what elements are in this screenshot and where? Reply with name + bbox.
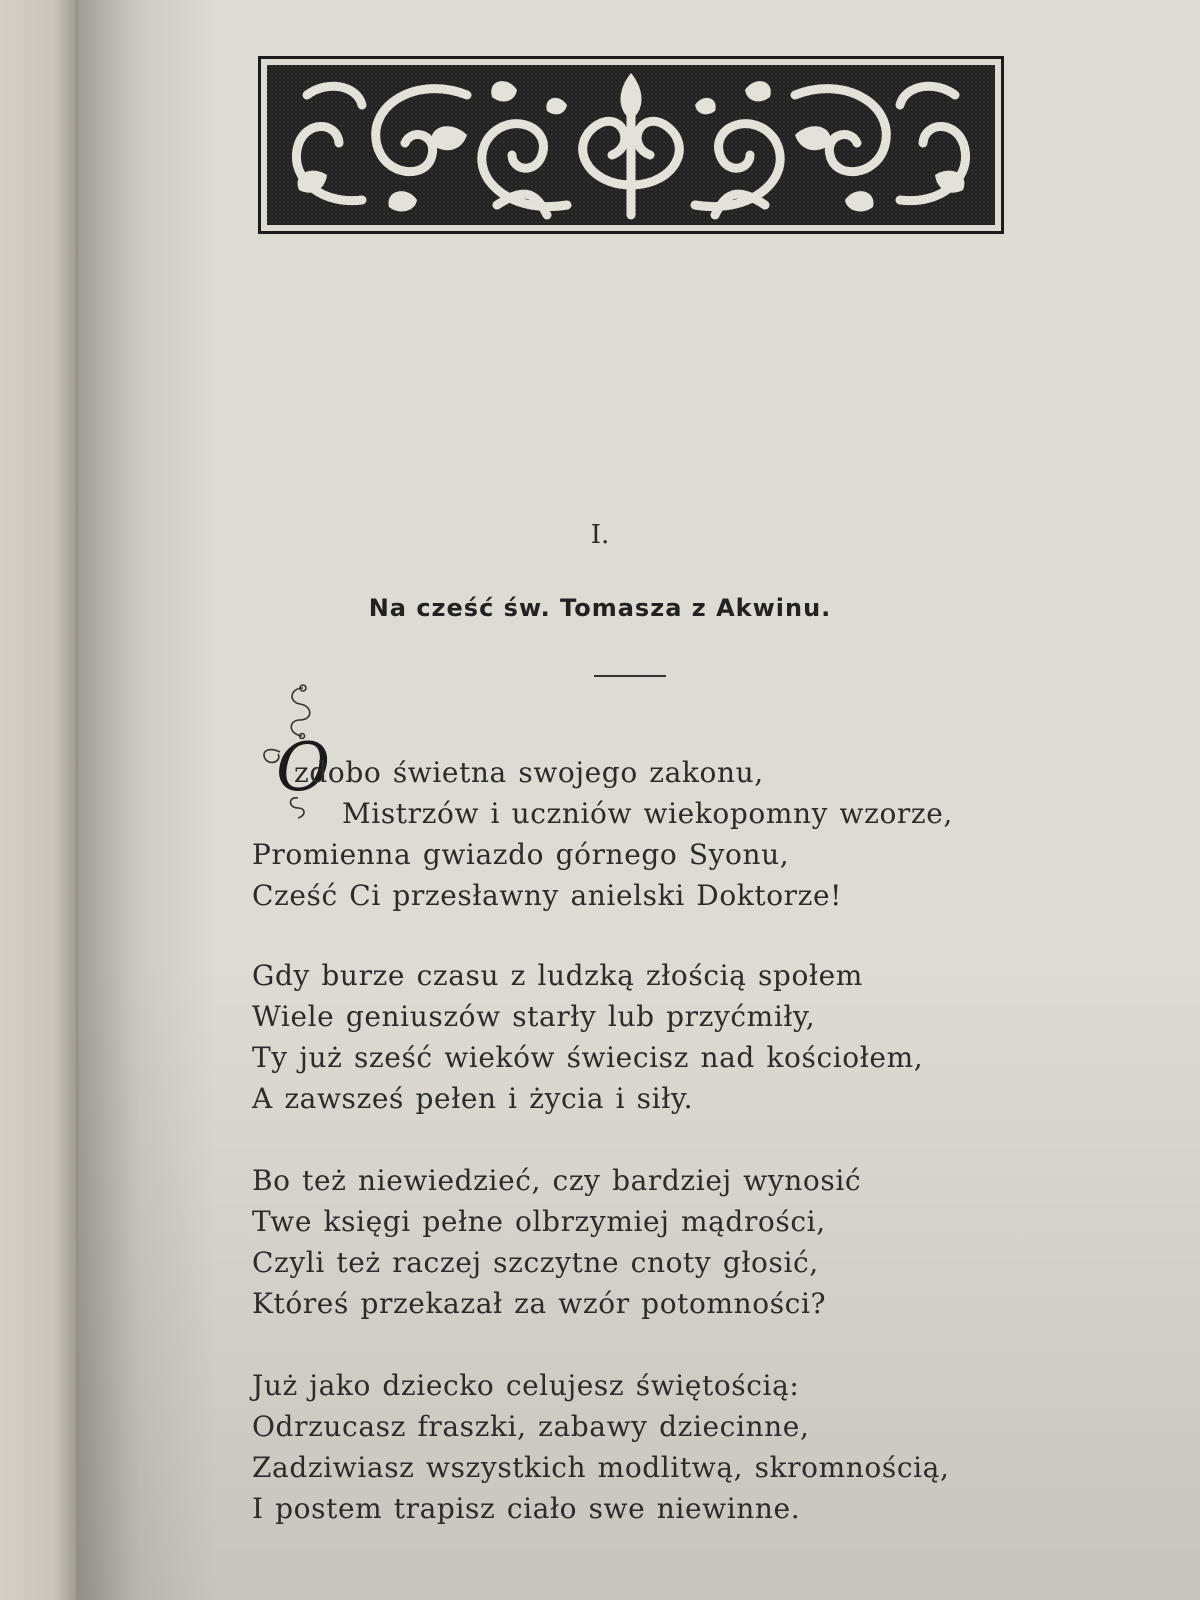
chapter-number: I.: [590, 520, 610, 550]
verse-line: Odrzucasz fraszki, zabawy dziecinne,: [252, 1410, 810, 1443]
verse-line: A zawsześ pełen i życia i siły.: [252, 1082, 694, 1115]
floral-ornament-icon: [267, 65, 995, 225]
verse-line: Ty już sześć wieków świecisz nad kościołem,: [252, 1041, 924, 1074]
facing-page-edge: [0, 0, 78, 1600]
verse-line: Promienna gwiazdo górnego Syonu,: [252, 838, 790, 871]
verse-line: zdobo świetna swojego zakonu,: [294, 756, 764, 789]
verse-line: Już jako dziecko celujesz świętością:: [252, 1369, 800, 1402]
stanza-1: [252, 752, 972, 916]
verse-line: Wiele geniuszów starły lub przyćmiły,: [252, 1000, 816, 1033]
verse-line: Mistrzów i uczniów wiekopomny wzorze,: [342, 797, 953, 830]
poem-title: Na cześć św. Tomasza z Akwinu.: [368, 594, 832, 622]
verse-line: Gdy burze czasu z ludzką złością społem: [252, 959, 863, 992]
drop-cap-letter: O: [276, 729, 331, 806]
stanza-3: [252, 1160, 972, 1324]
verse-line: Cześć Ci przesławny anielski Doktorze!: [252, 879, 843, 912]
stanza-4: [252, 1365, 972, 1529]
verse-line: Twe księgi pełne olbrzymiej mądrości,: [252, 1205, 826, 1238]
verse-line: Czyli też raczej szczytne cnoty głosić,: [252, 1246, 819, 1279]
verse-line: I postem trapisz ciało swe niewinne.: [252, 1492, 801, 1525]
verse-line: Któreś przekazał za wzór potomności?: [252, 1287, 827, 1320]
decorative-headpiece: [258, 56, 1004, 234]
stanza-2: [252, 955, 972, 1119]
verse-line: Bo też niewiedzieć, czy bardziej wynosić: [252, 1164, 862, 1197]
title-divider: [594, 675, 666, 677]
verse-line: Zadziwiasz wszystkich modlitwą, skromnością,: [252, 1451, 950, 1484]
